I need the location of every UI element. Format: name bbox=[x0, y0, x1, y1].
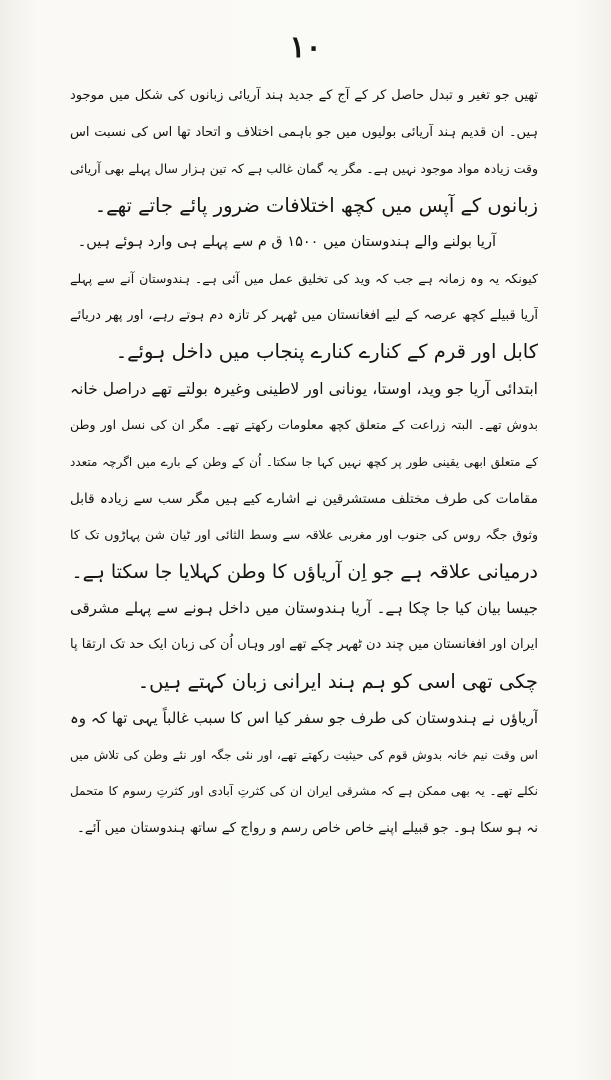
body-text bbox=[70, 78, 538, 846]
text-line: اس وقت نیم خانہ بدوش قوم کی حیثیت رکھتے تھے، اور نئی جگہ اور نئے وطن کی تلاش میں bbox=[70, 747, 538, 762]
text-line: تھیں جو تغیر و تبدل حاصل کر کے آج کے جدید ہند آریائی زبانوں کی شکل میں موجود bbox=[70, 88, 538, 103]
text-line: ابتدائی آریا جو وید، اوستا، یونانی اور لاطینی وغیرہ بولتے تھے دراصل خانہ bbox=[70, 379, 538, 398]
text-line: کابل اور قرم کے کنارے کنارے پنجاب میں داخل ہوئے۔ bbox=[115, 340, 538, 364]
page-number: ۱۰ bbox=[289, 30, 322, 65]
text-line: کیونکہ یہ وہ زمانہ ہے جب کہ وید کی تخلیق عمل میں آئی ہے۔ ہندوستان آنے سے پہلے bbox=[70, 270, 538, 286]
text-line: وقت زیادہ مواد موجود نہیں ہے۔ مگر یہ گمان غالب ہے کہ تین ہزار سال پہلے بھی آریائی bbox=[70, 161, 538, 177]
text-line: جیسا بیان کیا جا چکا ہے۔ آریا ہندوستان میں داخل ہونے سے پہلے مشرقی bbox=[70, 599, 538, 618]
text-line: ایران اور افغانستان میں چند دن ٹھہر چکے تھے اور وہاں اُن کی زبان ایک حد تک ارتقا پا bbox=[70, 636, 538, 652]
text-line: کے متعلق ابھی یقینی طور پر کچھ نہیں کہا جا سکتا۔ اُن کے وطن کے بارے میں اگرچہ متعدد bbox=[70, 454, 538, 469]
text-line: چکی تھی اسی کو ہم ہند ایرانی زبان کہتے ہیں۔ bbox=[137, 669, 538, 693]
text-line: ہیں۔ ان قدیم ہند آریائی بولیوں میں جو باہمی اختلاف و اتحاد تھا اس کی نسبت اس bbox=[70, 124, 538, 140]
text-line: وثوق جگہ روس کی جنوب اور مغربی علاقہ سے وسط الثائی اور ٹیان شن پہاڑوں تک کا bbox=[70, 527, 538, 543]
text-line: نہ ہو سکا ہو۔ جو قبیلے اپنے خاص خاص رسم و رواج کے ساتھ ہندوستان میں آئے۔ bbox=[76, 819, 538, 836]
text-line: آریاؤں نے ہندوستان کی طرف جو سفر کیا اس کا سبب غالباً یہی تھا کہ وہ bbox=[70, 709, 538, 728]
text-line: آریا قبیلے کچھ عرصہ کے لیے افغانستان میں ٹھہر کر تازہ دم ہوتے رہے، اور پھر دریائے bbox=[70, 307, 538, 323]
text-line: بدوش تھے۔ البتہ زراعت کے متعلق کچھ معلومات رکھتے تھے۔ مگر ان کی نسل اور وطن bbox=[70, 417, 538, 433]
text-line: زبانوں کے آپس میں کچھ اختلافات ضرور پائے جاتے تھے۔ bbox=[94, 193, 538, 217]
text-line: درمیانی علاقہ ہے جو اِن آریاؤں کا وطن کہلایا جا سکتا ہے۔ bbox=[71, 560, 538, 583]
text-line: مقامات کی طرف مختلف مستشرقین نے اشارے کیے ہیں مگر سب سے زیادہ قابل bbox=[70, 490, 538, 507]
text-line: نکلے تھے۔ یہ بھی ممکن ہے کہ مشرقی ایران ان کی کثرتِ آبادی اور کثرتِ رسوم کا متحمل bbox=[70, 784, 538, 799]
text-line: آریا بولنے والے ہندوستان میں ۱۵۰۰ ق م سے پہلے ہی وارد ہوئے ہیں۔ bbox=[77, 234, 496, 251]
